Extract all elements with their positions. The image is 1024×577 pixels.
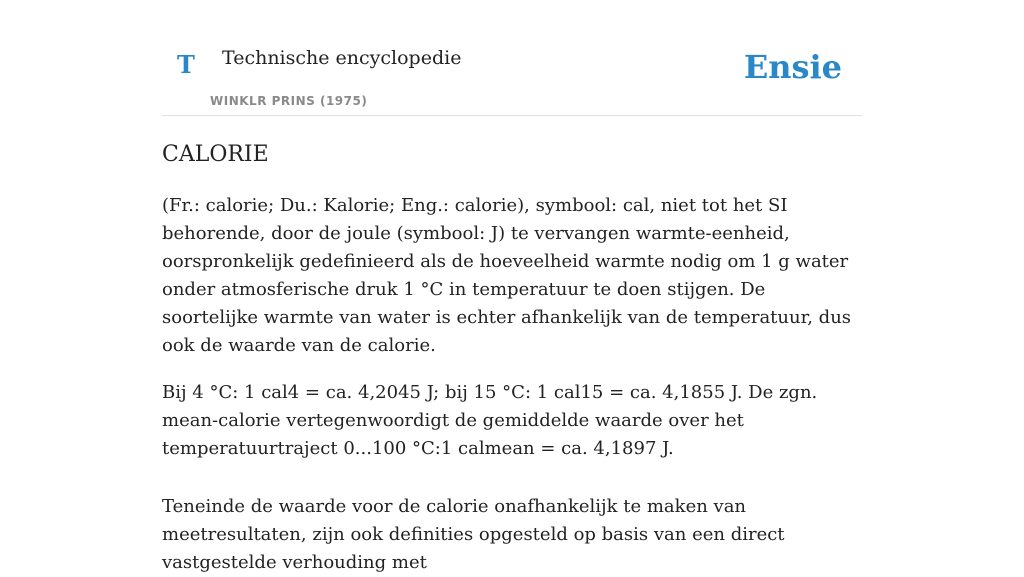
source-label: WINKLR PRINS (1975): [210, 94, 368, 108]
page-header: [162, 30, 862, 116]
article-paragraph-2: Bij 4 °C: 1 cal4 = ca. 4,2045 J; bij 15 °C: 1 cal15 = ca. 4,1855 J. De zgn. mean-calorie vertegenwoordigt de gemiddelde waarde over het temperatuurtraject 0...100 °C:1 calmean = ca. 4,1897 J.: [162, 382, 818, 459]
article-paragraph-1: (Fr.: calorie; Du.: Kalorie; Eng.: calorie), symbool: cal, niet tot het SI behorende, door de joule (symbool: J) te vervangen warmte-eenheid, oorspronkelijk gedefinieerd als de hoeveelheid warmte nodig om 1 g water onder atmosferische druk 1 °C in temperatuur te doen stijgen. De soortelijke warmte van water is echter afhankelijk van de temperatuur, dus ook de waarde van de calorie.: [162, 195, 852, 356]
category-logo-icon[interactable]: T: [177, 50, 195, 79]
article-paragraph-3: Teneinde de waarde voor de calorie onafhankelijk te maken van meetresultaten, zijn ook definities opgesteld op basis van een direct vastgestelde verhouding met: [162, 496, 785, 573]
article-content: [162, 136, 862, 577]
encyclopedia-title[interactable]: Technische encyclopedie: [222, 47, 462, 69]
ensie-logo-link[interactable]: Ensie: [743, 48, 842, 86]
article-title: CALORIE: [162, 142, 269, 167]
